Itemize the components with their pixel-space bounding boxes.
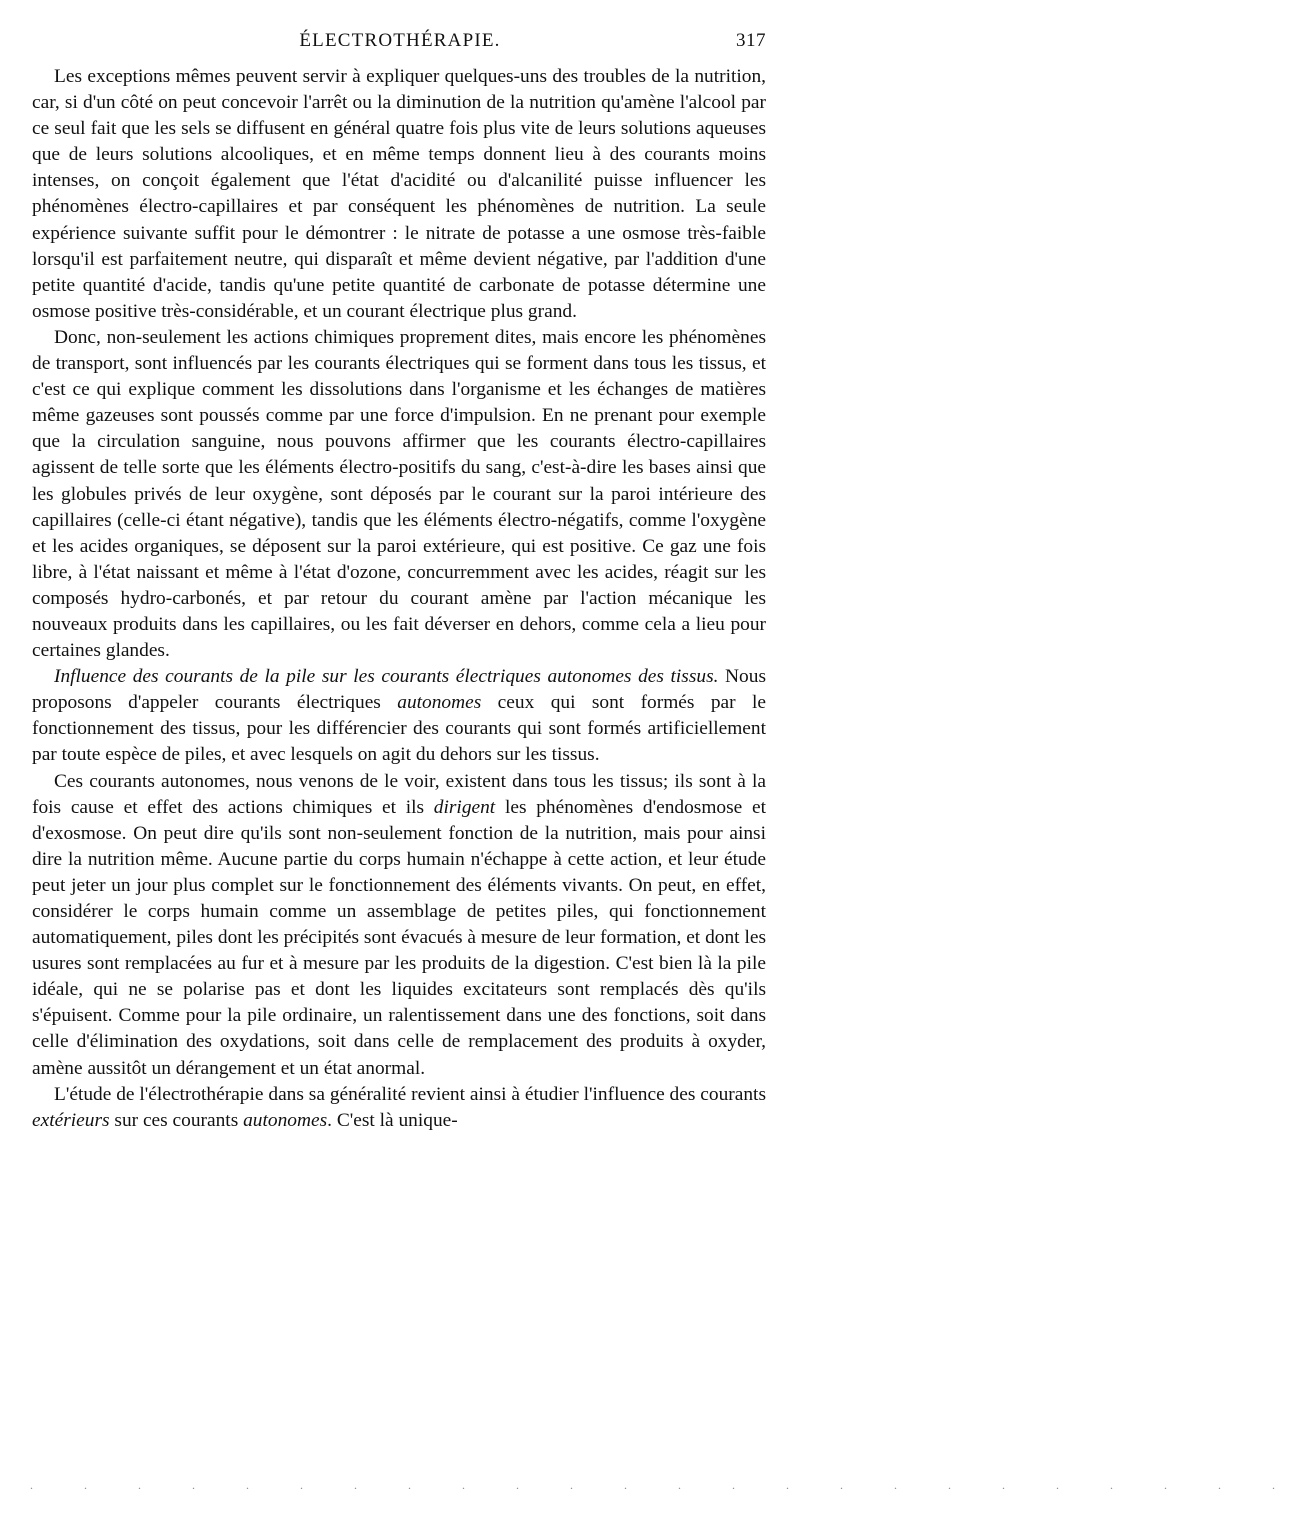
page-number: 317 [736,30,766,51]
paragraph-text: sur ces courants [109,1109,244,1131]
paragraph-text: . C'est là unique- [327,1109,458,1131]
body-text [32,64,766,1134]
paragraph-text: Donc, non-seulement les actions chimiques proprement dites, mais encore les phénomènes de transport, sont influencés par les courants électriques qui se forment dans tous les tissus, et c'est ce qui explique comment les dissolutions dans l'organisme et les échanges de matières même gazeuses sont poussés comme par une force d'impulsion. En ne prenant pour exemple que la circulation sanguine, nous pouvons affirmer que les courants électro-capillaires agissent de telle sorte que les éléments électro-positifs du sang, c'est-à-dire les bases ainsi que les globules privés de leur oxygène, sont déposés par le courant sur la paroi intérieure des capillaires (celle-ci étant négative), tandis que les éléments électro-négatifs, comme l'oxygène et les acides organiques, se déposent sur la paroi extérieure, qui est positive. Ce gaz une fois libre, à l'état naissant et même à l'état d'ozone, concurremment avec les acides, réagit sur les composés hydro-carbonés, et par retour du courant amène par l'action mécanique les nouveaux produits dans les capillaires, ou les fait déverser en dehors, comme cela a lieu pour certaines glandes. [32,326,766,662]
paragraph-influence-currents [32,664,766,768]
paragraph-text: Les exceptions mêmes peuvent servir à expliquer quelques-uns des troubles de la nutrition, car, si d'un côté on peut concevoir l'arrêt ou la diminution de la nutrition qu'amène l'alcool par ce seul fait que les sels se diffusent en général quatre fois plus vite de leurs solutions aqueuses que de leurs solutions alcooliques, et en même temps donnent lieu à des courants moins intenses, on conçoit également que l'état d'acidité ou d'alcanilité puisse influencer les phénomènes électro-capillaires et par conséquent les phénomènes de nutrition. La seule expérience suivante suffit pour le démontrer : le nitrate de potasse a une osmose très-faible lorsqu'il est parfaitement neutre, qui disparaît et même devient négative, par l'addition d'une petite quantité d'acide, tandis qu'une petite quantité de carbonate de potasse détermine une osmose positive très-considérable, et un courant électrique plus grand. [32,66,766,322]
paragraph-text: les phénomènes d'endosmose et d'exosmose. On peut dire qu'ils sont non-seulement fonction de la nutrition, mais pour ainsi dire la nutrition même. Aucune partie du corps humain n'échappe à cette action, et leur étude peut jeter un jour plus complet sur le fonctionnement des éléments vivants. On peut, en effet, considérer le corps humain comme un assemblage de petites piles, qui fonctionnement automatiquement, piles dont les précipités sont évacués à mesure de leur formation, et dont les usures sont remplacées au fur et à mesure par les produits de la digestion. C'est bien là la pile idéale, qui ne se polarise pas et dont les liquides excitateurs sont remplacés dès qu'ils s'épuisent. Comme pour la pile ordinaire, un ralentissement dans une des fonctions, soit dans celle d'élimination des oxydations, soit dans celle de remplacement des produits à oxyder, amène aussitôt un dérangement et un état anormal. [32,796,766,1079]
paragraph-text: Nous proposons d'appeler courants électriques [32,666,766,714]
scan-noise-marks: . . . . . . . . . . . . . . . . . . . . . . . . [30,1478,1299,1492]
section-heading-italic: Influence des courants de la pile sur les courants électriques autonomes des tissus. [54,666,719,688]
paragraph-chemical-actions [32,325,766,664]
paragraph-autonomous-currents [32,769,766,1082]
running-title: ÉLECTROTHÉRAPIE. [299,30,501,51]
running-head [32,30,768,60]
emphasis-term: extérieurs [32,1109,110,1131]
paragraph-text: ceux qui sont formés par le fonctionnement des tissus, pour les différencier des courants qui sont formés artificiellement par toute espèce de piles, et avec lesquels on agit du dehors sur les tissus. [32,692,766,766]
paragraph-text: Ces courants autonomes, nous venons de le voir, existent dans tous les tissus; ils sont à la fois cause et effet des actions chimiques et ils [32,770,766,818]
paragraph-nutrition-exceptions [32,64,766,325]
emphasis-term: autonomes [243,1109,328,1131]
paragraph-electrotherapy-study [32,1082,766,1134]
paragraph-text: L'étude de l'électrothérapie dans sa généralité revient ainsi à étudier l'influence des courants [54,1083,766,1105]
emphasis-term: dirigent [433,796,496,818]
emphasis-term: autonomes [397,692,482,714]
